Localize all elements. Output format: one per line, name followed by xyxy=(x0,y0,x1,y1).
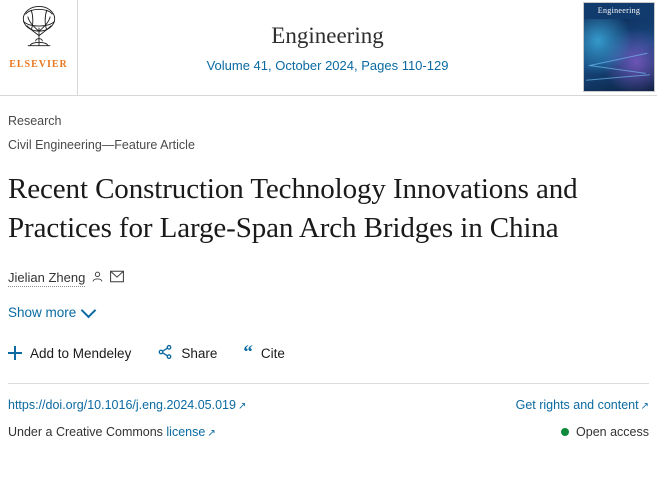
add-to-mendeley-label: Add to Mendeley xyxy=(30,345,132,361)
license-text xyxy=(8,425,216,439)
rights-label: Get rights and content xyxy=(515,397,639,412)
external-link-icon: ↗ xyxy=(207,427,216,439)
open-access-label: Open access xyxy=(576,424,649,439)
publisher-logo[interactable] xyxy=(0,0,78,95)
journal-issue-link[interactable]: Volume 41, October 2024, Pages 110-129 xyxy=(206,57,449,73)
author-email-icon[interactable] xyxy=(110,270,124,286)
share-button[interactable] xyxy=(157,344,217,363)
get-rights-and-content-link[interactable] xyxy=(516,398,649,412)
plus-icon xyxy=(8,346,22,360)
open-access-dot-icon xyxy=(561,428,569,436)
article-actions xyxy=(8,344,649,363)
add-to-mendeley-button[interactable] xyxy=(8,346,131,361)
doi-text: https://doi.org/10.1016/j.eng.2024.05.019 xyxy=(8,397,236,412)
elsevier-tree-icon xyxy=(11,2,67,58)
license-row xyxy=(8,425,649,439)
cover-title: Engineering xyxy=(597,6,641,15)
author-name[interactable]: Jielian Zheng xyxy=(8,269,86,285)
cite-label: Cite xyxy=(260,345,285,361)
license-prefix: Under a Creative Commons xyxy=(8,424,163,439)
breadcrumb-section: Civil Engineering—Feature Article xyxy=(8,137,195,152)
share-nodes-icon xyxy=(157,344,173,363)
page-title: Recent Construction Technology Innovations and Practices for Large-Span Arch Bridges in China xyxy=(8,172,578,244)
links-row xyxy=(8,383,649,412)
author-person-icon[interactable] xyxy=(91,270,104,286)
cover-artwork xyxy=(584,19,654,91)
show-more-button[interactable] xyxy=(8,305,94,320)
doi-link[interactable] xyxy=(8,398,246,412)
author-list xyxy=(8,270,649,287)
open-access-badge xyxy=(561,425,649,439)
external-link-icon: ↗ xyxy=(237,400,247,412)
journal-header xyxy=(0,0,657,96)
journal-cover-thumbnail[interactable] xyxy=(583,2,655,92)
publisher-name: ELSEVIER xyxy=(9,59,68,70)
license-link-label: license xyxy=(166,424,206,439)
license-link[interactable] xyxy=(166,425,215,439)
breadcrumb-type: Research xyxy=(8,114,62,128)
article-content xyxy=(0,96,657,439)
cite-button[interactable] xyxy=(243,342,285,364)
chevron-down-icon xyxy=(81,303,97,319)
journal-info xyxy=(78,0,577,95)
external-link-icon: ↗ xyxy=(640,400,649,412)
show-more-label: Show more xyxy=(8,304,77,320)
share-label: Share xyxy=(181,345,218,361)
quote-icon: “ xyxy=(243,342,253,364)
journal-title: Engineering xyxy=(271,22,384,48)
